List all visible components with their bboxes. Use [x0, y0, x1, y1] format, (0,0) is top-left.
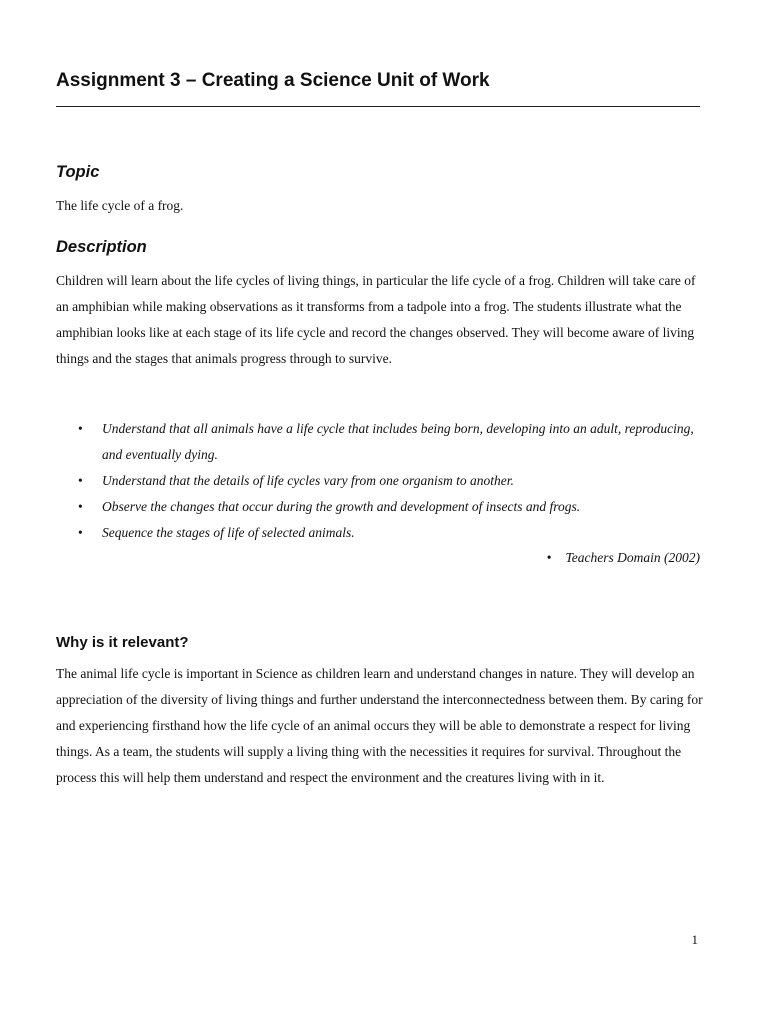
document-title: Assignment 3 – Creating a Science Unit of Work [56, 70, 490, 91]
list-item-text: Understand that all animals have a life cycle that includes being born, developing into an adult, reproducing, and eventually dying. [102, 421, 694, 462]
bullet-icon: • [78, 499, 83, 514]
list-item [56, 520, 704, 546]
list-item [56, 416, 704, 468]
bullet-icon: • [78, 473, 83, 488]
bullet-icon: • [78, 421, 83, 436]
page-number: 1 [691, 932, 698, 947]
topic-text: The life cycle of a frog. [56, 198, 184, 213]
list-item-text: Understand that the details of life cycles vary from one organism to another. [102, 473, 514, 488]
bullet-icon: • [78, 525, 83, 540]
list-item [56, 468, 704, 494]
list-item-text: Sequence the stages of life of selected animals. [102, 525, 355, 540]
relevance-paragraph: The animal life cycle is important in Science as children learn and understand changes in nature. They will develop an appreciation of the diversity of living things and further understand the interconnectedness between them. By caring for and experiencing firsthand how the life cycle of an animal occurs they will be able to demonstrate a respect for living things. As a team, the students will supply a living thing with the necessities it requires for survival. Throughout the process this will help them understand and respect the environment and the creatures living with in it. [56, 666, 703, 785]
learning-outcomes-list [56, 416, 704, 546]
description-paragraph: Children will learn about the life cycles of living things, in particular the life cycle of a frog. Children will take care of an amphibian while making observations as it transforms from a tadpole into a frog. The students illustrate what the amphibian looks like at each stage of its life cycle and record the changes observed. They will become aware of living things and the stages that animals progress through to survive. [56, 273, 696, 366]
citation-text: Teachers Domain (2002) [565, 550, 700, 565]
list-item [56, 494, 704, 520]
citation [547, 545, 700, 571]
description-heading: Description [56, 238, 147, 256]
topic-heading: Topic [56, 163, 100, 181]
relevance-heading: Why is it relevant? [56, 634, 189, 651]
bullet-icon: • [546, 550, 552, 565]
list-item-text: Observe the changes that occur during the growth and development of insects and frogs. [102, 499, 581, 514]
title-divider [56, 106, 700, 107]
